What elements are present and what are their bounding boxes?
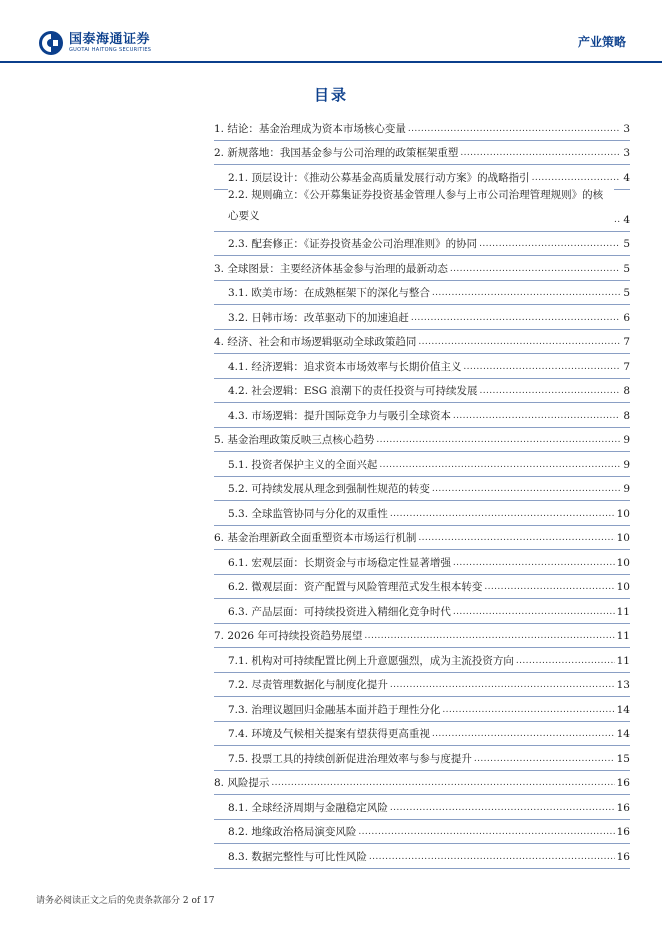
toc-entry-title: 4. 经济、社会和市场逻辑驱动全球政策趋同 [214,336,417,348]
header-divider [0,61,662,63]
toc-entry-page: 10 [616,507,630,520]
toc-entry-title: 4.1. 经济逻辑：追求资本市场效率与长期价值主义 [228,360,462,373]
toc-entry-page: 14 [616,703,630,716]
toc-entry-page: 3 [620,147,630,160]
toc-entry-page: 10 [616,581,630,593]
toc-entry[interactable] [214,795,630,820]
toc-entry-title: 6.1. 宏观层面：长期资金与市场稳定性显著增强 [228,556,451,569]
toc-entry[interactable] [214,624,630,649]
toc-leader-dots [369,851,615,864]
toc-leader-dots [463,361,620,374]
toc-entry-title: 7.2. 尽责管理数据化与制度化提升 [228,679,388,691]
toc-entry[interactable] [214,428,630,453]
toc-entry-title: 8.2. 地缘政治格局演变风险 [228,826,357,838]
toc-entry-title: 2. 新规落地：我国基金参与公司治理的政策框架重塑 [214,147,459,159]
toc-entry[interactable] [214,379,630,404]
toc-entry[interactable] [214,232,630,257]
page-header [0,0,662,64]
toc-entry-page: 16 [616,826,630,838]
toc-entry-page: 15 [616,752,630,765]
toc-entry[interactable] [214,281,630,306]
toc-entry-page: 9 [620,459,630,472]
toc-title: 目录 [313,86,348,104]
toc-leader-dots [364,630,614,643]
report-type-label: 产业策略 [577,35,626,49]
toc-leader-dots [271,777,614,790]
toc-leader-dots [376,434,620,447]
toc-leader-dots [450,263,620,276]
toc-entry[interactable] [214,477,630,502]
logo-icon [38,30,64,56]
logo-name-en: GUOTAI HAITONG SECURITIES [69,47,152,53]
toc-entry-page: 10 [616,532,630,544]
toc-entry-title: 4.2. 社会逻辑：ESG 浪潮下的责任投资与可持续发展 [228,385,478,397]
toc-entry-title: 1. 结论：基金治理成为资本市场核心变量 [214,122,406,135]
toc-entry-title: 7. 2026 年可持续投资趋势展望 [214,630,363,642]
page-footer: 请务必阅读正文之后的免责条款部分 2 of 17 [36,896,215,906]
toc-leader-dots [408,123,620,136]
toc-entry-title: 8.1. 全球经济周期与金融稳定风险 [228,801,388,814]
toc-entry[interactable] [214,820,630,845]
toc-leader-dots [484,581,614,594]
toc-entry[interactable] [214,330,630,355]
toc-leader-dots [432,728,615,741]
toc-entry-page: 7 [620,361,630,374]
toc-leader-dots [442,704,614,717]
toc-entry-title: 7.5. 投票工具的持续创新促进治理效率与参与度提升 [228,752,472,765]
toc-entry[interactable] [214,190,630,232]
toc-leader-dots [460,147,620,160]
toc-entry-title: 3. 全球图景：主要经济体基金参与治理的最新动态 [214,262,448,275]
toc-entry-title: 5. 基金治理政策反映三点核心趋势 [214,434,375,446]
toc-entry[interactable] [214,501,630,526]
toc-entry-title: 5.3. 全球监管协同与分化的双重性 [228,507,388,520]
toc-entry[interactable] [214,722,630,747]
toc-entry[interactable] [214,771,630,796]
toc-entry-page: 5 [620,238,630,251]
toc-entry-page: 8 [620,410,630,423]
toc-entry[interactable] [214,599,630,624]
toc-entry-page: 3 [620,123,630,136]
toc-entry[interactable] [214,575,630,600]
toc-leader-dots [390,802,615,815]
toc-leader-dots [479,385,620,398]
table-of-contents [214,116,630,869]
toc-entry[interactable] [214,550,630,575]
toc-entry-page: 8 [620,385,630,398]
toc-entry-page: 5 [620,287,630,300]
toc-leader-dots [379,459,620,472]
toc-entry-page: 16 [616,850,630,863]
toc-leader-dots [432,287,620,300]
toc-leader-dots [358,826,614,839]
toc-entry-title: 6.2. 微观层面：资产配置与风险管理范式发生根本转变 [228,581,483,593]
toc-leader-dots [479,238,620,251]
toc-entry-title: 3.1. 欧美市场：在成熟框架下的深化与整合 [228,287,430,299]
toc-entry-page: 9 [620,483,630,496]
toc-entry[interactable] [214,673,630,698]
toc-entry[interactable] [214,648,630,673]
toc-entry-page: 10 [616,556,630,569]
toc-entry-page: 11 [616,605,630,618]
toc-entry-page: 16 [616,777,630,789]
toc-entry-page: 13 [616,679,630,691]
toc-entry-title: 2.1. 顶层设计：《推动公募基金高质量发展行动方案》的战略指引 [228,171,530,184]
toc-entry[interactable] [214,116,630,141]
toc-entry[interactable] [214,526,630,551]
toc-entry-title: 5.1. 投资者保护主义的全面兴起 [228,458,378,471]
toc-entry-title: 7.4. 环境及气候相关提案有望获得更高重视 [228,728,430,740]
toc-leader-dots [453,557,615,570]
toc-entry-title: 2.2. 规则确立：《公开募集证券投资基金管理人参与上市公司治理管理规则》的核心要义 [228,185,614,227]
company-logo [38,30,151,56]
toc-entry-title: 4.3. 市场逻辑：提升国际竞争力与吸引全球资本 [228,409,451,422]
toc-entry[interactable] [214,452,630,477]
toc-leader-dots [390,679,615,692]
toc-entry[interactable] [214,354,630,379]
toc-leader-dots [453,606,615,619]
toc-leader-dots [390,508,615,521]
toc-entry-title: 6. 基金治理新政全面重塑资本市场运行机制 [214,532,417,544]
toc-entry-page: 4 [620,214,630,227]
toc-leader-dots [432,483,620,496]
toc-leader-dots [411,312,620,325]
toc-entry[interactable] [214,403,630,428]
toc-entry-title: 8.3. 数据完整性与可比性风险 [228,850,367,863]
toc-entry-page: 9 [620,434,630,447]
toc-entry-title: 8. 风险提示 [214,777,270,789]
toc-entry-title: 5.2. 可持续发展从理念到强制性规范的转变 [228,483,430,495]
toc-entry[interactable] [214,141,630,166]
toc-entry-page: 11 [616,654,630,667]
toc-leader-dots [418,336,620,349]
toc-leader-dots [418,532,614,545]
toc-leader-dots [532,172,620,185]
toc-entry-title: 7.1. 机构对可持续配置比例上升意愿强烈，成为主流投资方向 [228,654,514,667]
logo-name-cn: 国泰海通证券 [69,32,151,47]
toc-leader-dots [453,410,620,423]
toc-entry-page: 6 [620,312,630,325]
toc-leader-dots [474,753,615,766]
toc-entry-title: 3.2. 日韩市场：改革驱动下的加速追赶 [228,311,409,324]
toc-entry-page: 4 [620,172,630,185]
toc-entry[interactable] [214,256,630,281]
toc-entry[interactable] [214,844,630,869]
toc-entry-page: 5 [620,263,630,276]
toc-entry[interactable] [214,746,630,771]
toc-entry[interactable] [214,305,630,330]
toc-entry[interactable] [214,697,630,722]
toc-leader-dots [516,655,615,668]
toc-entry-page: 14 [616,728,630,740]
toc-entry-title: 6.3. 产品层面：可持续投资进入精细化竞争时代 [228,605,451,618]
toc-entry-page: 7 [620,336,630,349]
toc-entry-page: 11 [616,630,630,642]
toc-entry-title: 7.3. 治理议题回归金融基本面并趋于理性分化 [228,703,441,716]
toc-entry-title: 2.3. 配套修正：《证券投资基金公司治理准则》的协同 [228,238,478,250]
toc-entry-page: 16 [616,801,630,814]
